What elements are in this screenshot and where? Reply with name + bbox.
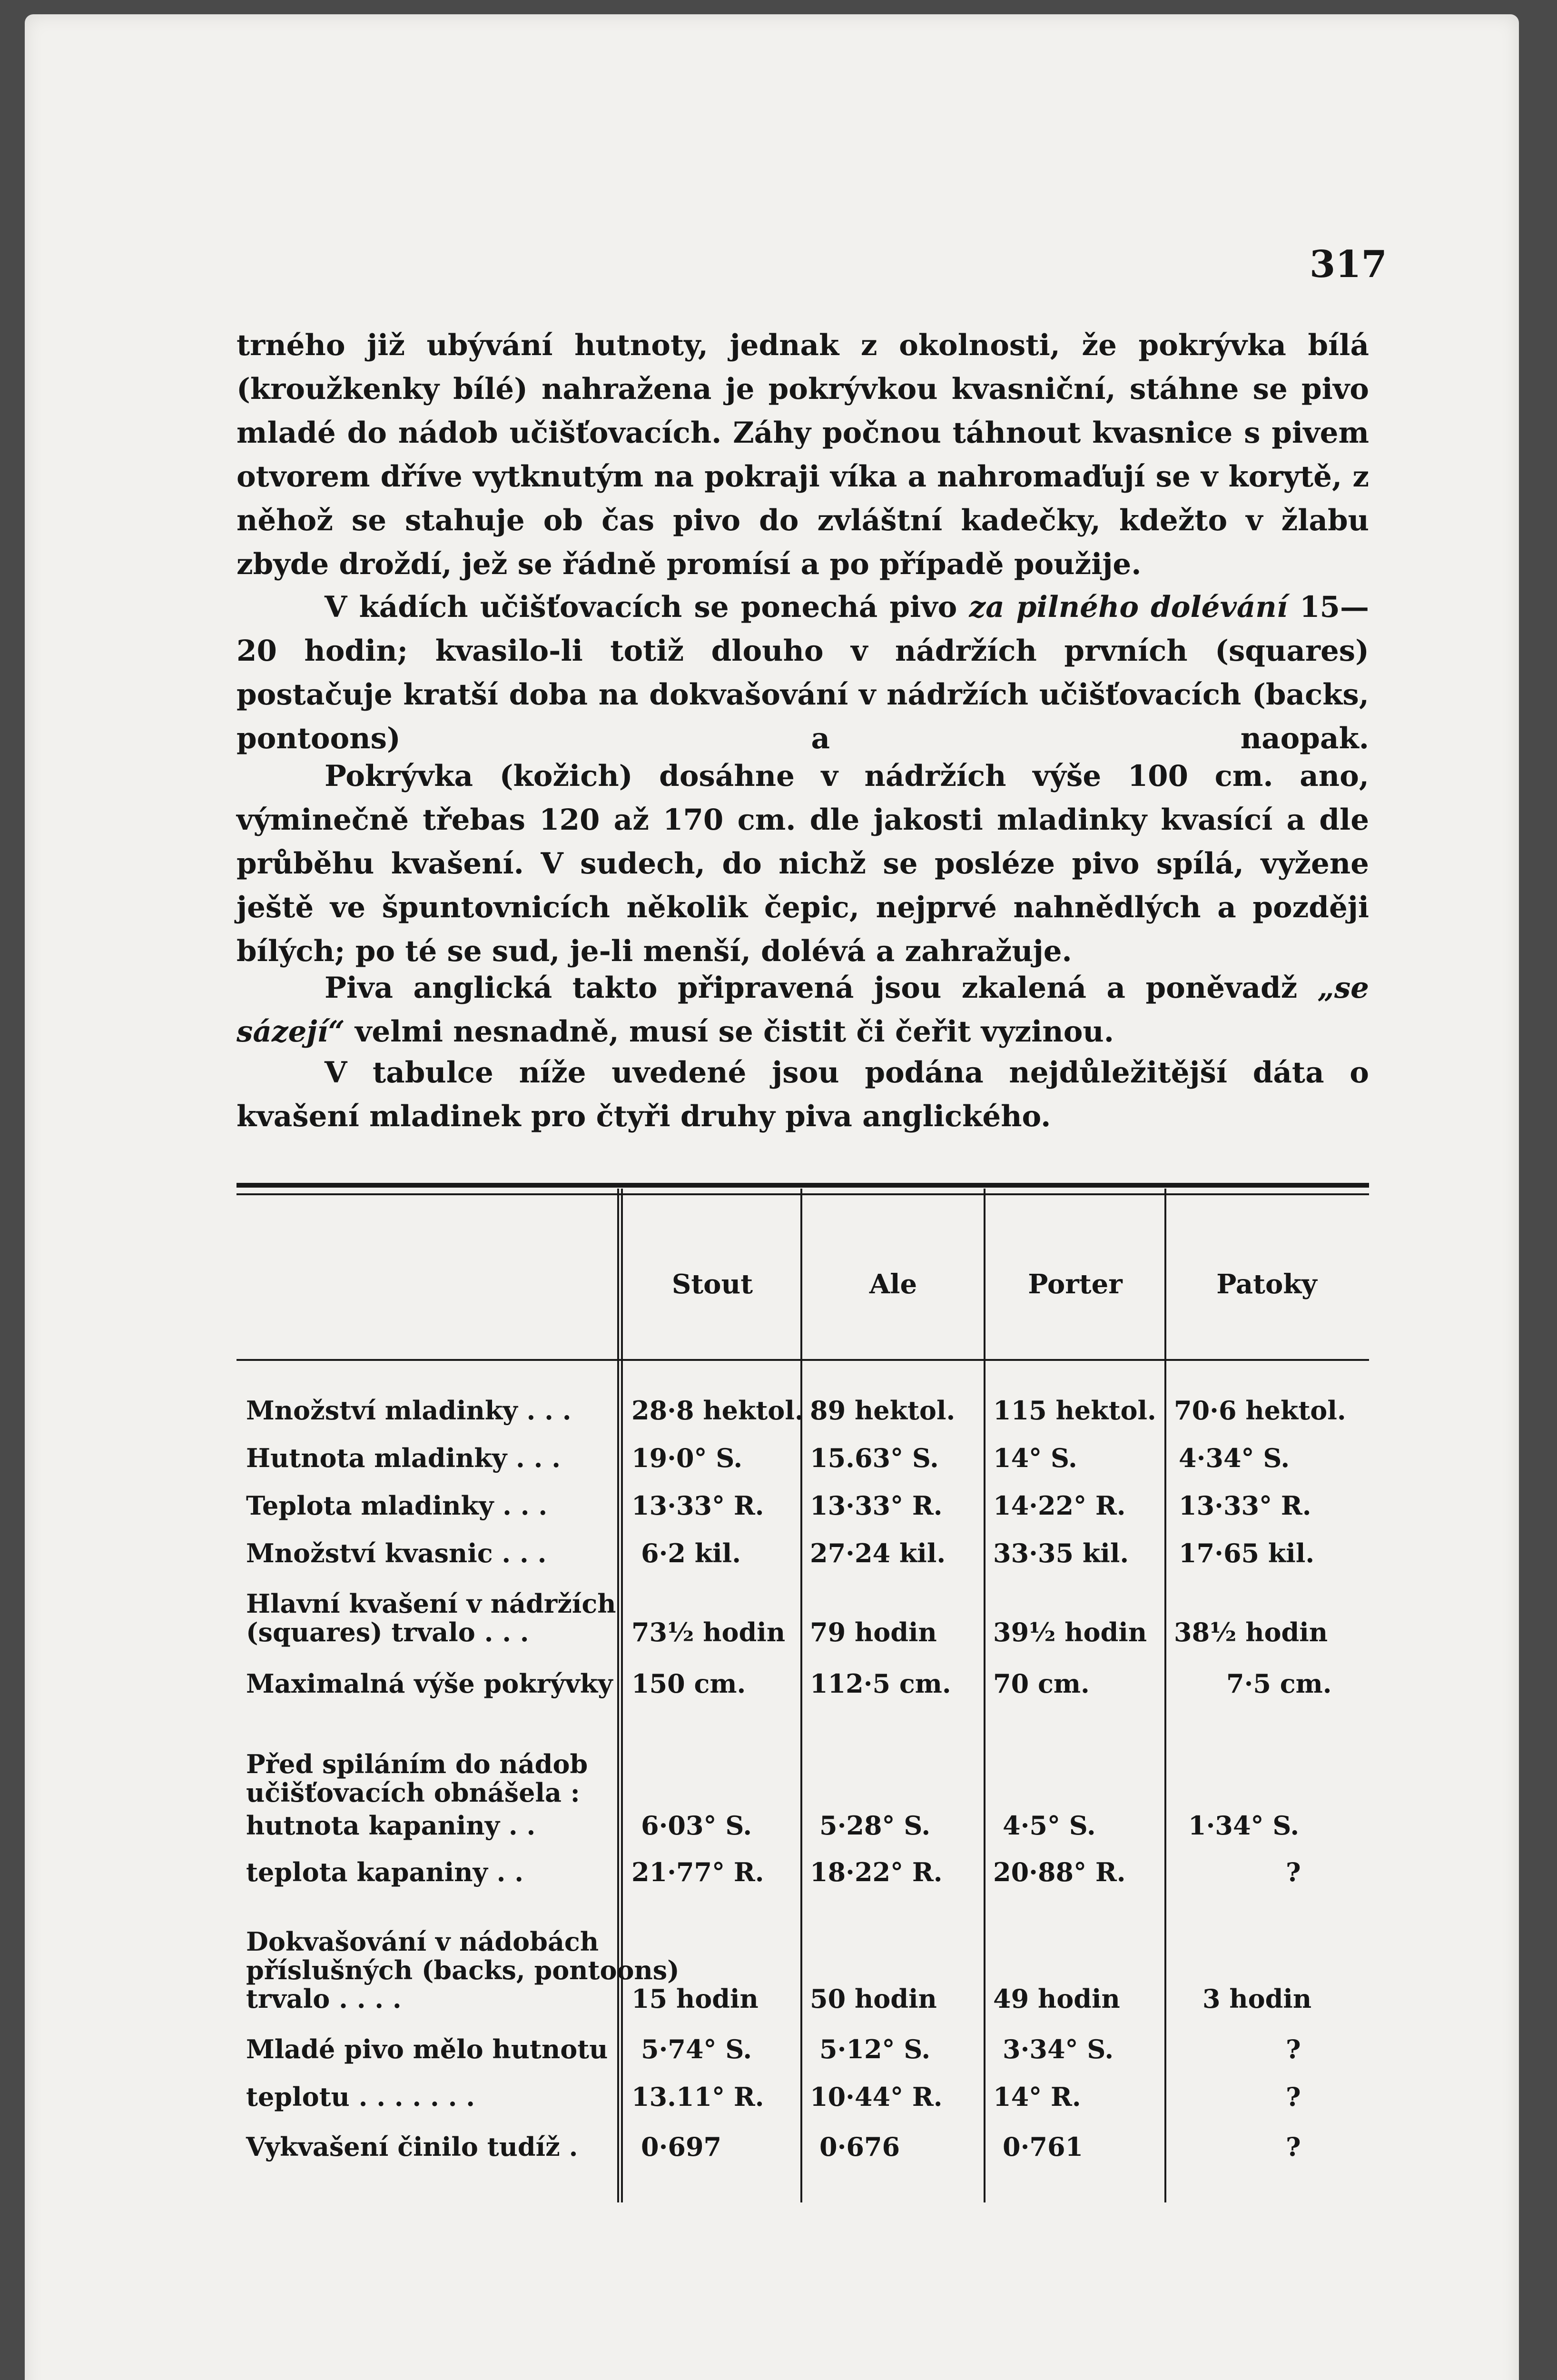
cell-stout: 6·03° S. [641,1810,752,1841]
cell-porter: 0·761 [1003,2132,1084,2162]
cell-ale: 89 hektol. [810,1395,956,1426]
book-page [25,14,1519,2380]
cell-stout: 13.11° R. [631,2082,764,2112]
cell-patoky: ? [1286,1857,1301,1887]
row-label: Maximalná výše pokrývky [246,1668,613,1699]
cell-porter: 49 hodin [993,1983,1120,2014]
row-label: hutnota kapaniny . . [246,1810,536,1841]
cell-stout: 5·74° S. [641,2034,752,2064]
page-number: 317 [1310,243,1387,286]
cell-stout: 19·0° S. [631,1443,743,1473]
cell-ale: 0·676 [819,2132,900,2162]
cell-patoky: 17·65 kil. [1179,1538,1315,1568]
row-label: teplotu . . . . . . . [246,2082,475,2112]
paragraph-2-start: V kádích učišťovacích se ponechá pivo [325,590,957,624]
cell-patoky: 70·6 hektol. [1174,1395,1346,1426]
paragraph-4-start: Piva anglická takto připravená jsou zkalená a poněvadž [325,971,1298,1005]
cell-porter: 115 hektol. [993,1395,1156,1426]
row-label: teplota kapaniny . . [246,1857,524,1887]
cell-porter: 70 cm. [993,1668,1090,1699]
paragraph-4 [237,966,1369,1054]
cell-ale: 50 hodin [810,1983,937,2014]
table-row [237,1906,1369,2013]
cell-stout: 73½ hodin [631,1617,786,1647]
table-row [237,1811,1369,1840]
cell-ale: 10·44° R. [810,2082,943,2112]
row-label: Vykvašení činilo tudíž . [246,2132,578,2162]
table-row [237,1444,1369,1472]
paragraph-3: Pokrývka (kožich) dosáhne v nádržích výše 100 cm. ano, výminečně třebas 120 až 170 cm. dle jakosti mladinky kvasící a dle průběhu kvašení. V sudech, do nichž se posléze pivo spílá, vyžene ještě ve špuntovnicích několik čepic, nejprvé nahnědlých a později bílých; po té se sud, je-li menší, dolévá a zahražuje. [237,759,1369,968]
cell-stout: 21·77° R. [631,1857,764,1887]
cell-porter: 14° R. [993,2082,1081,2112]
cell-stout: 0·697 [641,2132,722,2162]
cell-ale: 79 hodin [810,1617,937,1647]
table-row [237,2035,1369,2063]
cell-patoky: 3 hodin [1202,1983,1312,2014]
table-row [237,2082,1369,2111]
cell-porter: 33·35 kil. [993,1538,1129,1568]
cell-stout: 28·8 hektol. [631,1395,804,1426]
table-row [237,1396,1369,1425]
column-header-stout: Stout [671,1269,753,1300]
table-row [237,1539,1369,1567]
cell-ale: 112·5 cm. [810,1668,951,1699]
row-label: Hutnota mladinky . . . [246,1443,561,1473]
row-label: Množství mladinky . . . [246,1395,572,1426]
paragraph-4-emphasis: „se sázejí“ [237,971,1369,1049]
paragraph-2 [237,585,1369,761]
cell-porter: 14·22° R. [993,1490,1126,1521]
row-label: Hlavní kvašení v nádržích (squares) trvalo . . . [246,1588,616,1647]
cell-porter: 14° S. [993,1443,1077,1473]
cell-ale: 5·28° S. [819,1810,931,1841]
table-row [237,1587,1369,1646]
cell-porter: 39½ hodin [993,1617,1147,1647]
paragraph-2-rest: 15—20 hodin; kvasilo-li totiž dlouho v nádržích prvních (squares) postačuje kratší doba na dokvašování v nádržích učišťovacích (backs, pontoons) a naopak. [237,590,1369,755]
cell-patoky: 38½ hodin [1174,1617,1328,1647]
table-top-rule-thin [237,1193,1369,1195]
cell-ale: 27·24 kil. [810,1538,946,1568]
row-label: Mladé pivo mělo hutnotu [246,2034,608,2064]
cell-ale: 18·22° R. [810,1857,943,1887]
cell-patoky: ? [1286,2082,1301,2112]
row-label: Dokvašování v nádobách příslušných (backs, pontoons) trvalo . . . . [246,1926,680,2014]
cell-porter: 4·5° S. [1003,1810,1096,1841]
cell-ale: 13·33° R. [810,1490,943,1521]
cell-patoky: ? [1286,2034,1301,2064]
cell-ale: 15.63° S. [810,1443,939,1473]
row-label: Teplota mladinky . . . [246,1490,548,1521]
row-label: Množství kvasnic . . . [246,1538,547,1568]
row-label: Před spiláním do nádob učišťovacích obnášela : [246,1749,588,1808]
cell-ale: 5·12° S. [819,2034,931,2064]
cell-stout: 150 cm. [631,1668,746,1699]
paragraph-2-emphasis: za pilného dolévání [969,590,1288,624]
cell-porter: 20·88° R. [993,1857,1126,1887]
table-top-rule [237,1183,1369,1188]
table-header-rule [237,1359,1369,1361]
column-header-ale: Ale [869,1269,917,1300]
paragraph-5: V tabulce níže uvedené jsou podána nejdůležitější dáta o kvašení mladinek pro čtyři druhy piva anglického. [237,1056,1369,1133]
cell-patoky: 7·5 cm. [1226,1668,1332,1699]
cell-patoky: 1·34° S. [1188,1810,1300,1841]
column-header-porter: Porter [1028,1269,1123,1300]
table-row [237,1491,1369,1520]
cell-stout: 6·2 kil. [641,1538,741,1568]
cell-patoky: ? [1286,2132,1301,2162]
table-row [237,1669,1369,1698]
cell-patoky: 4·34° S. [1179,1443,1290,1473]
paragraph-4-rest: velmi nesnadně, musí se čistit či čeřit vyzinou. [355,1015,1114,1049]
table-row [237,2132,1369,2161]
table-row [237,1718,1369,1807]
table-row [237,1858,1369,1886]
column-header-patoky: Patoky [1216,1269,1317,1300]
cell-porter: 3·34° S. [1003,2034,1114,2064]
paragraph-1: trného již ubývání hutnoty, jednak z okolnosti, že pokrývka bílá (kroužkenky bílé) nahražena je pokrývkou kvasniční, stáhne se pivo mladé do nádob učišťovacích. Záhy počnou táhnout kvasnice s pivem otvorem dříve vytknutým na pokraji víka a nahromaďují se v korytě, z něhož se stahuje ob čas pivo do zvláštní kadečky, kdežto v žlabu zbyde droždí, jež se řádně promísí a po případě použije. [237,328,1369,581]
cell-stout: 13·33° R. [631,1490,764,1521]
cell-patoky: 13·33° R. [1179,1490,1311,1521]
cell-stout: 15 hodin [631,1983,759,2014]
